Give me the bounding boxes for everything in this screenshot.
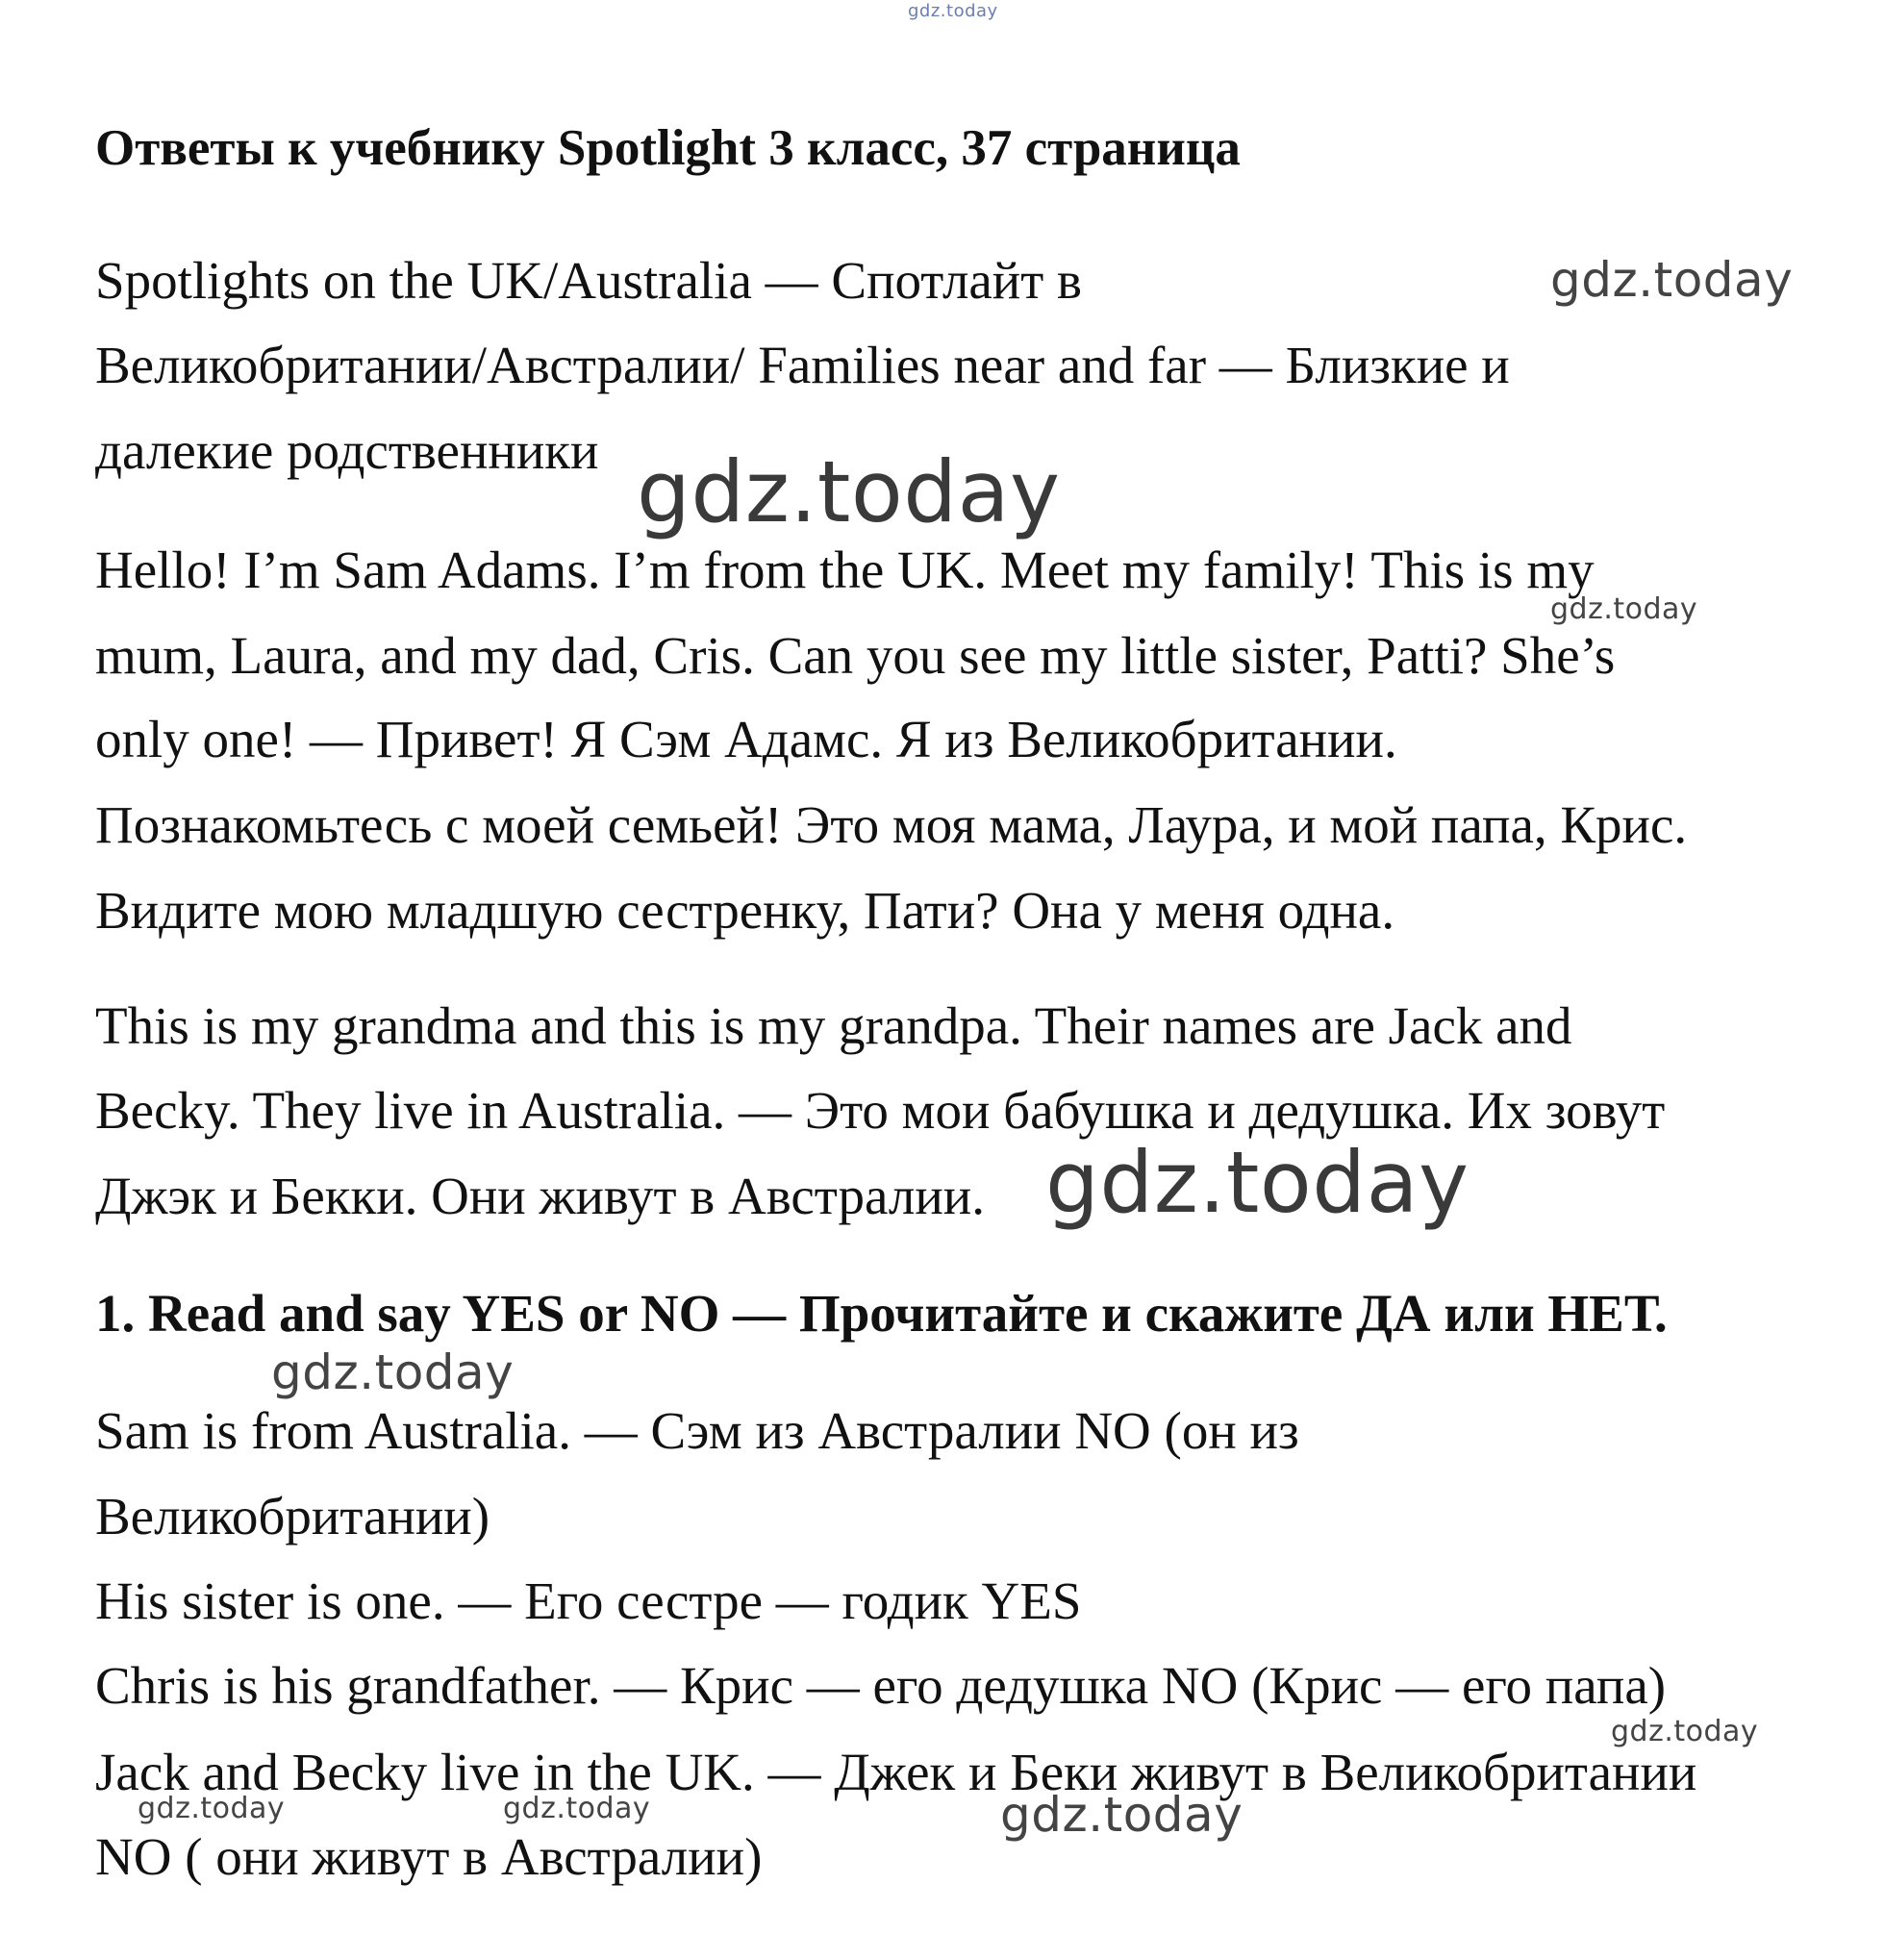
exercise1-line-1: Sam is from Australia. — Сэм из Австралии NO (он из: [95, 1401, 1299, 1460]
paragraph1-line-4: Познакомьтесь с моей семьей! Это моя мама, Лаура, и мой папа, Крис.: [95, 795, 1688, 854]
exercise1-line-3: His sister is one. — Его сестре — годик YES: [95, 1571, 1082, 1630]
watermark-exercise-right: gdz.today: [1611, 1715, 1759, 1748]
watermark-paragraph1-small: gdz.today: [1550, 592, 1698, 626]
intro-line-3: далекие родственники: [95, 421, 599, 480]
watermark-exercise-left: gdz.today: [138, 1792, 286, 1825]
watermark-exercise-middle: gdz.today: [503, 1792, 651, 1825]
exercise1-line-2: Великобритании): [95, 1487, 490, 1545]
paragraph1-line-1: Hello! I’m Sam Adams. I’m from the UK. Meet my family! This is my: [95, 540, 1595, 599]
paragraph1-line-5: Видите мою младшую сестренку, Пати? Она у меня одна.: [95, 881, 1395, 940]
exercise1-line-5: Jack and Becky live in the UK. — Джек и Беки живут в Великобритании: [95, 1743, 1697, 1801]
watermark-intro-large: gdz.today: [637, 442, 1061, 541]
watermark-paragraph2-large: gdz.today: [1045, 1133, 1470, 1232]
paragraph2-line-3: Джэк и Бекки. Они живут в Австралии.: [95, 1167, 985, 1225]
paragraph1-line-2: mum, Laura, and my dad, Cris. Can you see my little sister, Patti? She’s: [95, 626, 1616, 685]
exercise1-line-6: NO ( они живут в Австралии): [95, 1827, 763, 1886]
watermark-exercise-heading: gdz.today: [271, 1344, 515, 1400]
paragraph2-line-2: Becky. They live in Australia. — Это мои бабушка и дедушка. Их зовут: [95, 1081, 1666, 1140]
exercise1-line-4: Chris is his grandfather. — Крис — его дедушка NO (Крис — его папа): [95, 1656, 1667, 1715]
paragraph2-line-1: This is my grandma and this is my grandpa. Their names are Jack and: [95, 996, 1572, 1055]
page-title: Ответы к учебнику Spotlight 3 класс, 37 страница: [95, 120, 1241, 176]
exercise1-heading: 1. Read and say YES or NO — Прочитайте и скажите ДА или НЕТ.: [95, 1284, 1668, 1343]
watermark-intro-right: gdz.today: [1550, 252, 1794, 308]
intro-line-2: Великобритании/Австралии/ Families near and far — Близкие и: [95, 336, 1510, 394]
intro-line-1: Spotlights on the UK/Australia — Спотлайт в: [95, 251, 1082, 310]
paragraph1-line-3: only one! — Привет! Я Сэм Адамс. Я из Великобритании.: [95, 710, 1397, 768]
watermark-exercise-bottom: gdz.today: [1000, 1787, 1243, 1843]
watermark-top: gdz.today: [908, 1, 998, 21]
